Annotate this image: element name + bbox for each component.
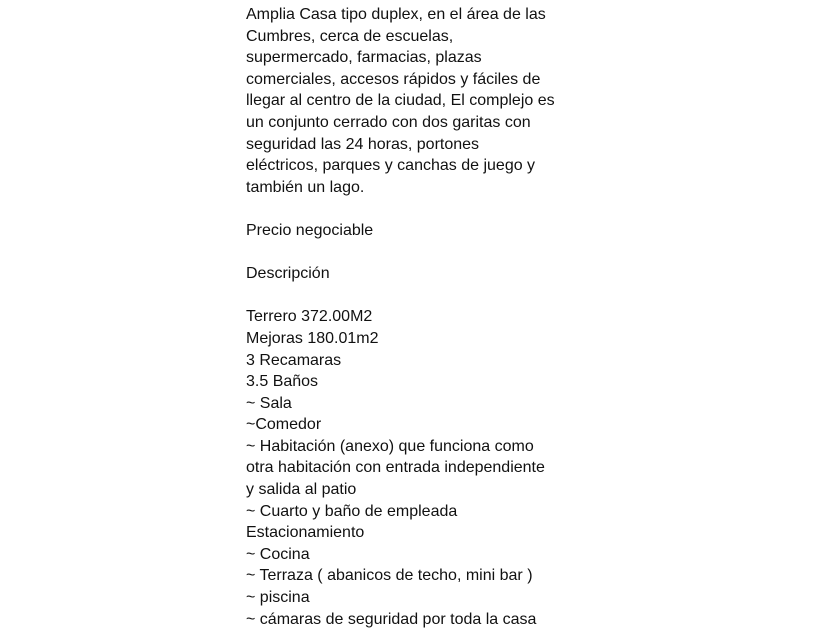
description-heading: Descripción <box>246 265 330 283</box>
intro-line: un conjunto cerrado con dos garitas con <box>246 113 531 131</box>
feature-item: Estacionamiento <box>246 524 365 542</box>
intro-line: seguridad las 24 horas, portones <box>246 135 480 153</box>
intro-line: eléctricos, parques y canchas de juego y <box>246 157 536 175</box>
feature-item: ~ Sala <box>246 394 292 412</box>
feature-item: ~ Cuarto y baño de empleada <box>246 502 458 520</box>
blank-line <box>246 242 606 264</box>
intro-line: llegar al centro de la ciudad, El complejo es <box>246 92 555 110</box>
intro-line: Cumbres, cerca de escuelas, <box>246 27 454 45</box>
feature-item: ~ piscina <box>246 589 310 607</box>
feature-item: Mejoras 180.01m2 <box>246 329 379 347</box>
blank-line <box>246 285 606 307</box>
intro-line: también un lago. <box>246 178 365 196</box>
blank-line <box>246 198 606 220</box>
feature-list <box>246 306 606 630</box>
feature-item: ~ cámaras de seguridad por toda la casa <box>246 610 537 628</box>
feature-item: y salida al patio <box>246 481 357 499</box>
listing-text <box>246 4 606 630</box>
feature-item: ~ Habitación (anexo) que funciona como <box>246 437 534 455</box>
feature-item: 3.5 Baños <box>246 373 319 391</box>
intro-line: Amplia Casa tipo duplex, en el área de las <box>246 6 546 23</box>
feature-item: ~ Terraza ( abanicos de techo, mini bar ) <box>246 567 533 585</box>
feature-item: otra habitación con entrada independiente <box>246 459 545 477</box>
intro-paragraph <box>246 4 606 198</box>
feature-item: ~Comedor <box>246 416 322 434</box>
price-note: Precio negociable <box>246 221 374 239</box>
feature-item: ~ Cocina <box>246 545 310 563</box>
feature-item: 3 Recamaras <box>246 351 342 369</box>
feature-item: Terrero 372.00M2 <box>246 308 373 326</box>
intro-line: comerciales, accesos rápidos y fáciles de <box>246 70 541 88</box>
intro-line: supermercado, farmacias, plazas <box>246 49 482 67</box>
